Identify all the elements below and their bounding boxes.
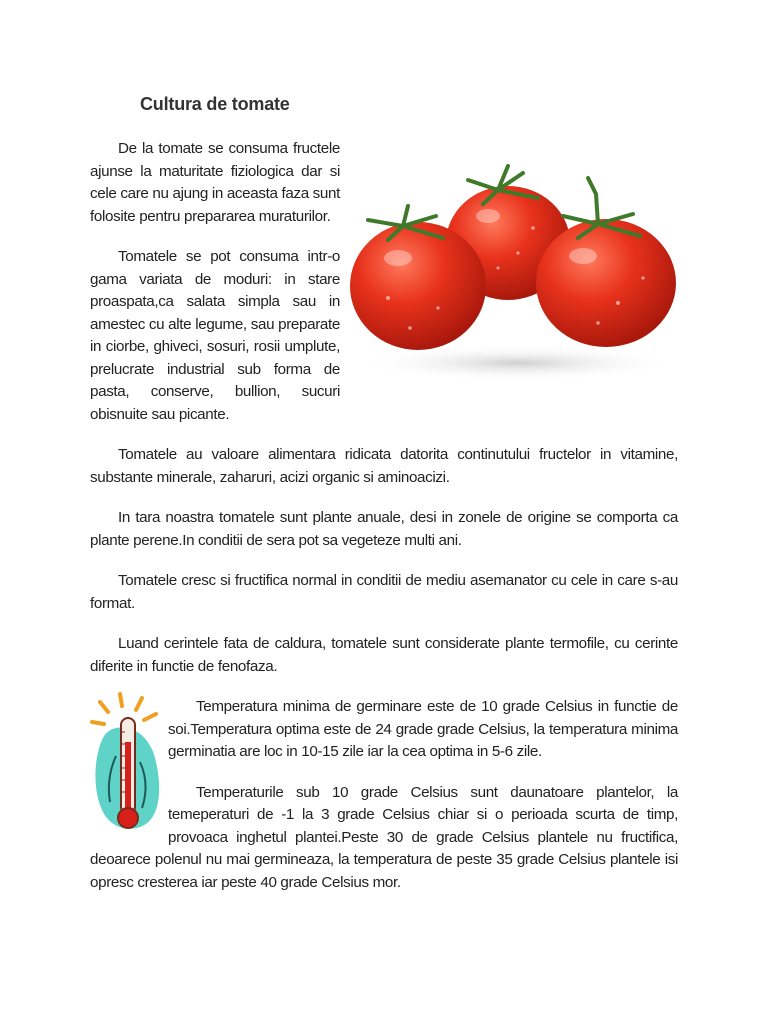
paragraph-5: Tomatele cresc si fructifica normal in conditii de mediu asemanator cu cele in care s-au format. (90, 572, 678, 612)
paragraph-1: De la tomate se consuma fructele ajunse la maturitate fiziologica dar si cele care nu ajung in aceasta faza sunt folosite pentru prepararea muraturilor. (90, 140, 340, 225)
thermometer-image (90, 692, 162, 836)
document-title: Cultura de tomate (140, 94, 290, 114)
paragraph-2: Tomatele se pot consuma intr-o gama variata de moduri: in stare proaspata,ca salata simpla sau in amestec cu alte legume, sau preparate in ciorbe, ghiveci, sosuri, rosii umplute, prelucrate industrial sub forma de pasta, conserve, bullion, sucuri obisnuite sau picante. (90, 248, 340, 423)
paragraph-4: In tara noastra tomatele sunt plante anuale, desi in zonele de origine se comporta ca plante perene.In conditii de sera pot sa vegeteze multi ani. (90, 509, 678, 549)
paragraph-8: Temperaturile sub 10 grade Celsius sunt daunatoare plantelor, la temeperaturi de -1 la 3 grade Celsius chiar si o perioada scurta de timp, provoaca inghetul plantei.Peste 30 de grade Celsius plantele nu fructifica, deoarece polenul nu mai germineaza, la temperatura de peste 35 grade Celsius plantele isi opresc cresterea iar peste 40 grade Celsius mor. (90, 783, 678, 891)
tomatoes-image (348, 158, 678, 390)
document-body (90, 138, 678, 912)
paragraph-6: Luand cerintele fata de caldura, tomatele sunt considerate plante termofile, cu cerinte diferite in functie de fenofaza. (90, 635, 678, 675)
paragraph-3: Tomatele au valoare alimentara ridicata datorita continutului fructelor in vitamine, substante minerale, zaharuri, acizi organic si aminoacizi. (90, 446, 678, 486)
paragraph-7: Temperatura minima de germinare este de 10 grade Celsius in functie de soi.Temperatura optima este de 24 grade grade Celsius, la temperatura minima germinatia are loc in 10-15 zile iar la cea optima in 5-6 zile. (168, 698, 678, 760)
